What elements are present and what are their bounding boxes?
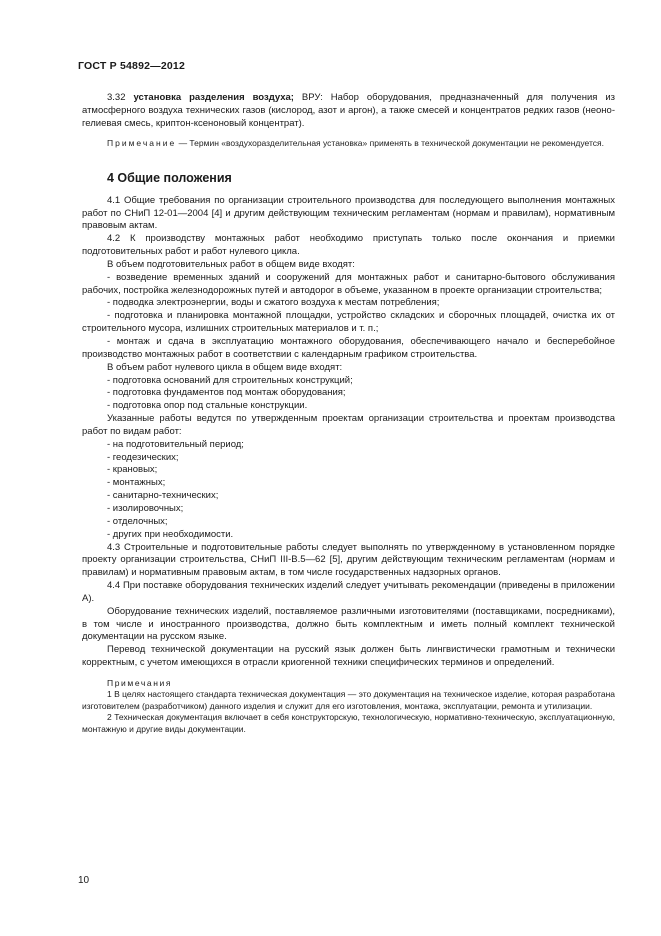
note-item: 2 Техническая документация включает в себя конструкторскую, технологическую, нормативно-техническую, эксплуатационную, монтажную и другие виды документации. [82,712,615,734]
prep-works-item: - подводка электроэнергии, воды и сжатого воздуха к местам потребления; [107,297,440,309]
notes-label: Примечания [107,677,173,688]
note-term [82,138,615,149]
note-item: 1 В целях настоящего стандарта техническая документация — это документация на техническое изделие, которая разработана изготовителем (разработчиком) данного изделия и служит для его изготовления, монтажа, эксплуатации, ремонта и утилизации. [82,689,615,711]
term-number: 3.32 [107,92,126,103]
works-item: - изолировочных; [107,502,184,514]
works-item: - геодезических; [107,451,179,463]
paragraph-4-3: 4.3 Строительные и подготовительные работы следует выполнять по утвержденному в установленном порядке проекту организации строительства, СНиП III-В.5—62 [5], другим действующим техническим регламентам (нормам и правилам) и нормативным правовым актам, в том числе государственных надзорных органов. [82,541,615,579]
works-item: - на подготовительный период; [107,438,244,450]
term-3-32 [82,92,615,131]
term-definition: ВРУ: Набор оборудования, предназначенный для получения из атмосферного воздуха технических газов (кислород, азот и аргон), а также смесей и концентратов редких газов (неоно-гелиевая смесь, криптон-ксеноновый концентрат). [82,92,615,129]
paragraph-4-4: 4.4 При поставке оборудования технических изделий следует учитывать рекомендации (приведены в приложении А). [82,580,615,604]
works-intro: Указанные работы ведутся по утвержденным проектам организации строительства и проектам производства работ по видам работ: [82,413,615,437]
zero-cycle-intro: В объем работ нулевого цикла в общем виде входят: [107,361,343,373]
works-item: - отделочных; [107,515,168,527]
document-code-header: ГОСТ Р 54892—2012 [78,60,186,72]
paragraph-4-4-translation: Перевод технической документации на русский язык должен быть лингвистически грамотным и технически корректным, с учетом имеющихся в отрасли криогенной техники специфических терминов и определений. [82,644,615,669]
term-name: установка разделения воздуха; [133,92,294,103]
page-content [82,92,615,735]
page-number: 10 [78,875,90,886]
paragraph-4-2: 4.2 К производству монтажных работ необходимо приступать только после окончания и приемки подготовительных работ и работ нулевого цикла. [82,233,615,258]
works-item: - монтажных; [107,477,166,489]
paragraph-4-1: 4.1 Общие требования по организации строительного производства для последующего выполнения монтажных работ по СНиП 12-01—2004 [4] и другим действующим техническим регламентам (нормам и правилам), нормативным правовым актам. [82,194,615,232]
prep-works-item: - подготовка и планировка монтажной площадки, устройство складских и сборочных площадей, очистка их от строительного мусора, излишних строительных материалов и т. п.; [82,310,615,335]
zero-cycle-item: - подготовка фундаментов под монтаж оборудования; [107,387,346,399]
works-item: - других при необходимости. [107,528,234,540]
paragraph-4-4-equipment: Оборудование технических изделий, поставляемое различными изготовителями (поставщиками, посредниками), в том числе и иностранного производства, должно быть комплектным и иметь полный комплект технической документации на русском языке. [82,605,615,643]
note-label: Примечание [107,137,177,148]
note-text: — Термин «воздухоразделительная установка» применять в технической документации не рекомендуется. [176,137,604,148]
notes-list [82,689,615,735]
prep-works-item: - возведение временных зданий и сооружений для монтажных работ и санитарно-бытового обслуживания рабочих, постройка железнодорожных путей и автодорог в объеме, указанном в проекте организации строительства; [82,271,615,296]
prep-works-item: - монтаж и сдача в эксплуатацию монтажного оборудования, обеспечивающего начало и бесперебойное производство монтажных работ в соответствии с календарным графиком строительства. [82,336,615,360]
works-item: - крановых; [107,464,158,476]
prep-works-intro: В объем подготовительных работ в общем виде входят: [107,258,355,270]
zero-cycle-item: - подготовка оснований для строительных конструкций; [107,374,353,386]
works-item: - санитарно-технических; [107,490,219,502]
section-4-heading: 4 Общие положения [107,170,232,185]
zero-cycle-item: - подготовка опор под стальные конструкции. [107,400,308,412]
